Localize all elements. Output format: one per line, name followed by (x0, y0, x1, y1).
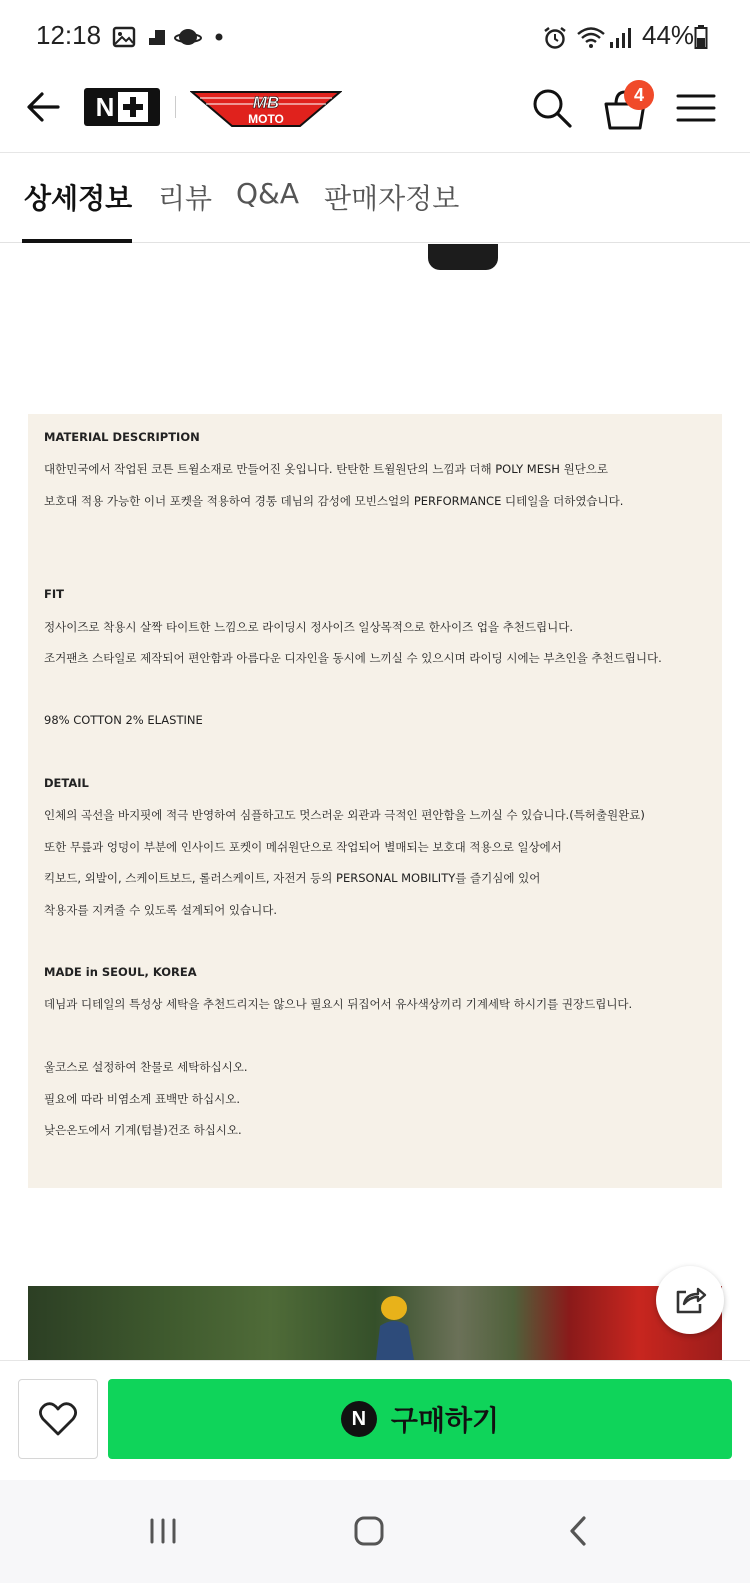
heart-icon (38, 1401, 78, 1437)
detail-tabs (0, 153, 750, 243)
back-nav-icon[interactable] (554, 1506, 604, 1556)
fit-heading: FIT (44, 587, 64, 601)
status-bar (0, 0, 750, 72)
description-panel (28, 414, 722, 1188)
gallery-icon (112, 26, 136, 48)
naver-n-mark: N (95, 91, 115, 122)
care-line-2: 필요에 따라 비염소계 표백만 하십시오. (44, 1092, 241, 1106)
detail-line-1: 인체의 곡선을 바지핏에 적극 반영하여 심플하고도 멋스러운 외관과 극적인 편안함을 느끼실 수 있습니다.(특허출원완료) (44, 808, 645, 822)
wishlist-button[interactable] (18, 1379, 98, 1459)
care-line-1: 울코스로 설정하여 찬물로 세탁하십시오. (44, 1060, 248, 1074)
share-button[interactable] (656, 1266, 724, 1334)
share-icon (672, 1282, 708, 1318)
material-line-2: 보호대 적용 가능한 이너 포켓을 적용하여 경통 데님의 감성에 모빈스얼의 PERFORMANCE 디테일을 더하였습니다. (44, 494, 624, 508)
detail-heading: DETAIL (44, 776, 89, 790)
detail-line-2: 또한 무릎과 엉덩이 부분에 인사이드 포켓이 메쉬원단으로 작업되어 별매되는 보호대 적용으로 일상에서 (44, 840, 562, 854)
detail-line-3: 킥보드, 외발이, 스케이트보드, 롤러스케이트, 자전거 등의 PERSONAL MOBILITY를 즐기심에 있어 (44, 871, 541, 885)
brand-logo-bottom: MOTO (248, 112, 284, 126)
fit-line-1: 정사이즈로 착용시 살짝 타이트한 느낌으로 라이딩시 정사이즈 일상목적으로 한사이즈 업을 추천드립니다. (44, 620, 574, 634)
home-icon[interactable] (344, 1506, 394, 1556)
tab-seller-info[interactable]: 판매자정보 (324, 182, 460, 215)
alarm-icon (542, 26, 568, 50)
status-time: 12:18 (36, 20, 102, 50)
made-line-1: 데님과 디테일의 특성상 세탁을 추천드리지는 않으나 필요시 뒤집어서 유사색상끼리 기계세탁 하시기를 권장드립니다. (44, 997, 633, 1011)
menu-icon[interactable] (676, 90, 716, 126)
tab-reviews[interactable]: 리뷰 (158, 182, 213, 215)
rider-figure (348, 1296, 438, 1360)
fit-line-2: 조거팬츠 스타일로 제작되어 편안함과 아름다운 디자인을 동시에 느끼실 수 있으시며 라이딩 시에는 부츠인을 추천드립니다. (44, 651, 662, 665)
tab-details[interactable]: 상세정보 (24, 182, 133, 215)
care-line-3: 낮은온도에서 기계(텀블)건조 하십시오. (44, 1123, 242, 1137)
product-lifestyle-photo (28, 1286, 722, 1360)
material-heading: MATERIAL DESCRIPTION (44, 430, 200, 444)
plus-icon (118, 92, 148, 122)
back-arrow-icon[interactable] (24, 86, 66, 128)
detail-line-4: 착용자를 지켜줄 수 있도록 설계되어 있습니다. (44, 903, 278, 917)
naver-pay-icon: N (341, 1401, 377, 1437)
app-header (0, 72, 750, 152)
brand-logo[interactable] (190, 86, 342, 130)
buy-button-label: 구매하기 (390, 1404, 500, 1437)
naver-plus-logo[interactable] (84, 88, 160, 126)
brand-logo-top: MB (252, 93, 280, 112)
wifi-icon (576, 26, 606, 50)
signal-icon (608, 26, 632, 50)
dot-icon (214, 26, 224, 48)
active-tab-indicator (22, 239, 132, 243)
battery-icon (694, 24, 708, 50)
cart-count-badge: 4 (624, 80, 654, 110)
tab-qna[interactable]: Q&A (236, 177, 300, 210)
product-image-edge (428, 244, 498, 270)
planet-icon (174, 26, 202, 48)
purchase-bar (0, 1360, 750, 1480)
search-icon[interactable] (530, 86, 574, 130)
made-heading: MADE in SEOUL, KOREA (44, 965, 197, 979)
material-line-1: 대한민국에서 작업된 코튼 트윌소재로 만들어진 옷입니다. 탄탄한 트윌원단의 느낌과 더해 POLY MESH 원단으로 (44, 462, 609, 476)
header-divider (175, 96, 176, 118)
composition: 98% COTTON 2% ELASTINE (44, 713, 203, 727)
recent-apps-icon[interactable] (138, 1506, 188, 1556)
buy-button[interactable] (108, 1379, 732, 1459)
app-notification-icon (146, 26, 168, 48)
system-nav-bar (0, 1480, 750, 1583)
battery-percent: 44% (642, 20, 695, 50)
product-detail-content[interactable] (0, 244, 750, 1360)
